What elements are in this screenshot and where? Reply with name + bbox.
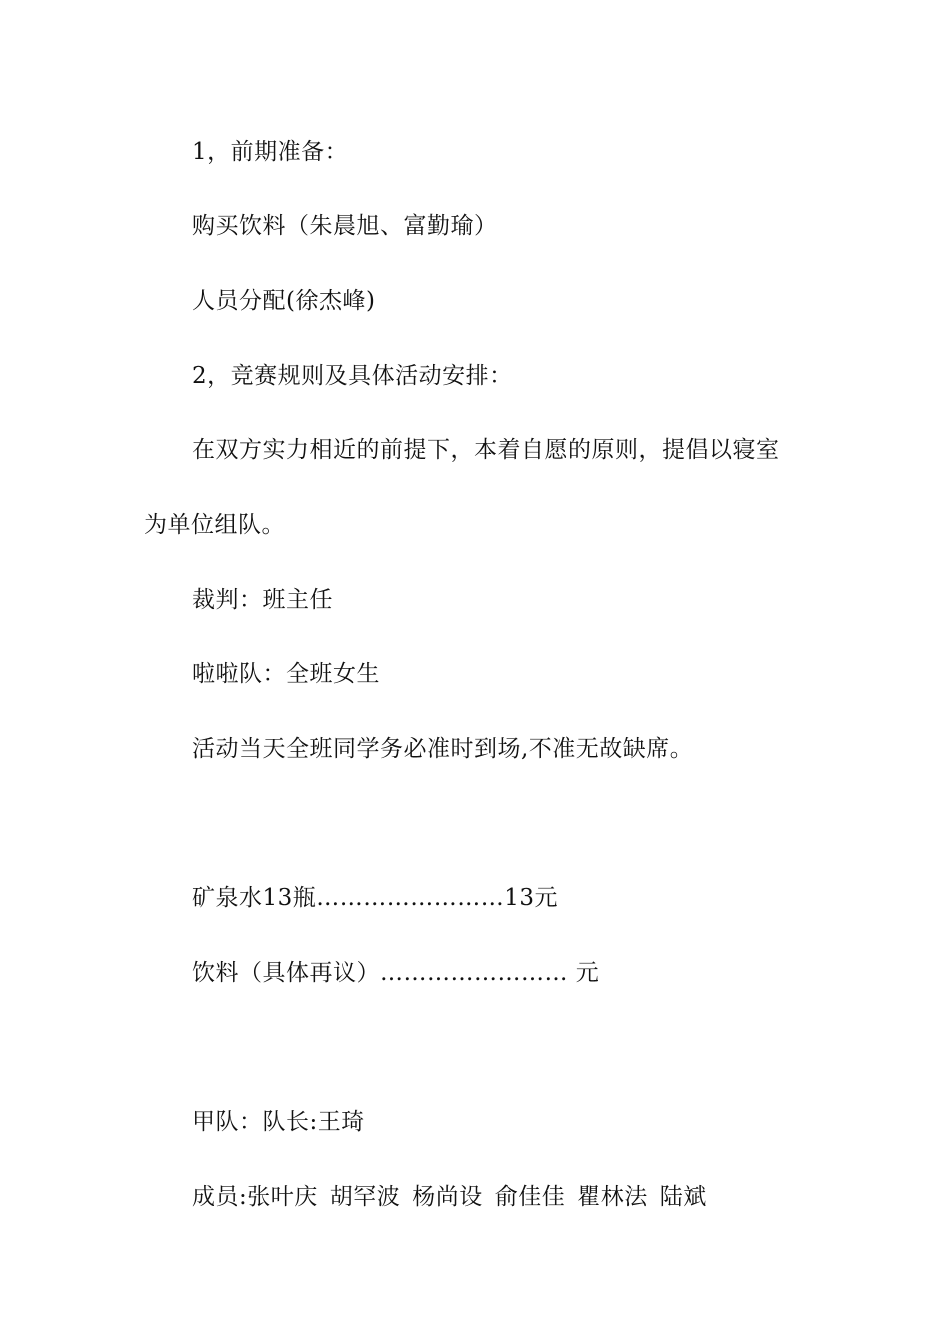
member-name: 瞿林法 xyxy=(577,1184,648,1210)
team-a-members-line xyxy=(192,1182,719,1212)
prep-heading: 1，前期准备： xyxy=(192,139,349,165)
rules-heading: 2，竞赛规则及具体活动安排： xyxy=(192,363,513,389)
attendance-line: 活动当天全班同学务必准时到场,不准无故缺席。 xyxy=(192,736,694,762)
member-name: 胡罕波 xyxy=(329,1184,401,1210)
member-name: 杨尚设 xyxy=(412,1184,483,1210)
member-name: 俞佳佳 xyxy=(494,1184,566,1210)
member-name: 陆斌 xyxy=(659,1184,707,1210)
budget-drinks-line: 饮料（具体再议）…………………… 元 xyxy=(192,960,600,986)
budget-water-line: 矿泉水13瓶……………………13元 xyxy=(192,885,559,911)
team-a-captain-line: 甲队：队长:王琦 xyxy=(192,1109,365,1135)
staff-allocation-line: 人员分配(徐杰峰) xyxy=(192,288,376,314)
buy-drinks-line: 购买饮料（朱晨旭、富勤瑜） xyxy=(192,213,498,239)
members-label: 成员:张叶庆 xyxy=(192,1184,318,1210)
team-formation-line-cont: 为单位组队。 xyxy=(144,512,285,538)
cheerleaders-line: 啦啦队：全班女生 xyxy=(192,661,380,687)
team-formation-line: 在双方实力相近的前提下，本着自愿的原则，提倡以寝室 xyxy=(192,437,780,463)
referee-line: 裁判：班主任 xyxy=(192,587,333,613)
